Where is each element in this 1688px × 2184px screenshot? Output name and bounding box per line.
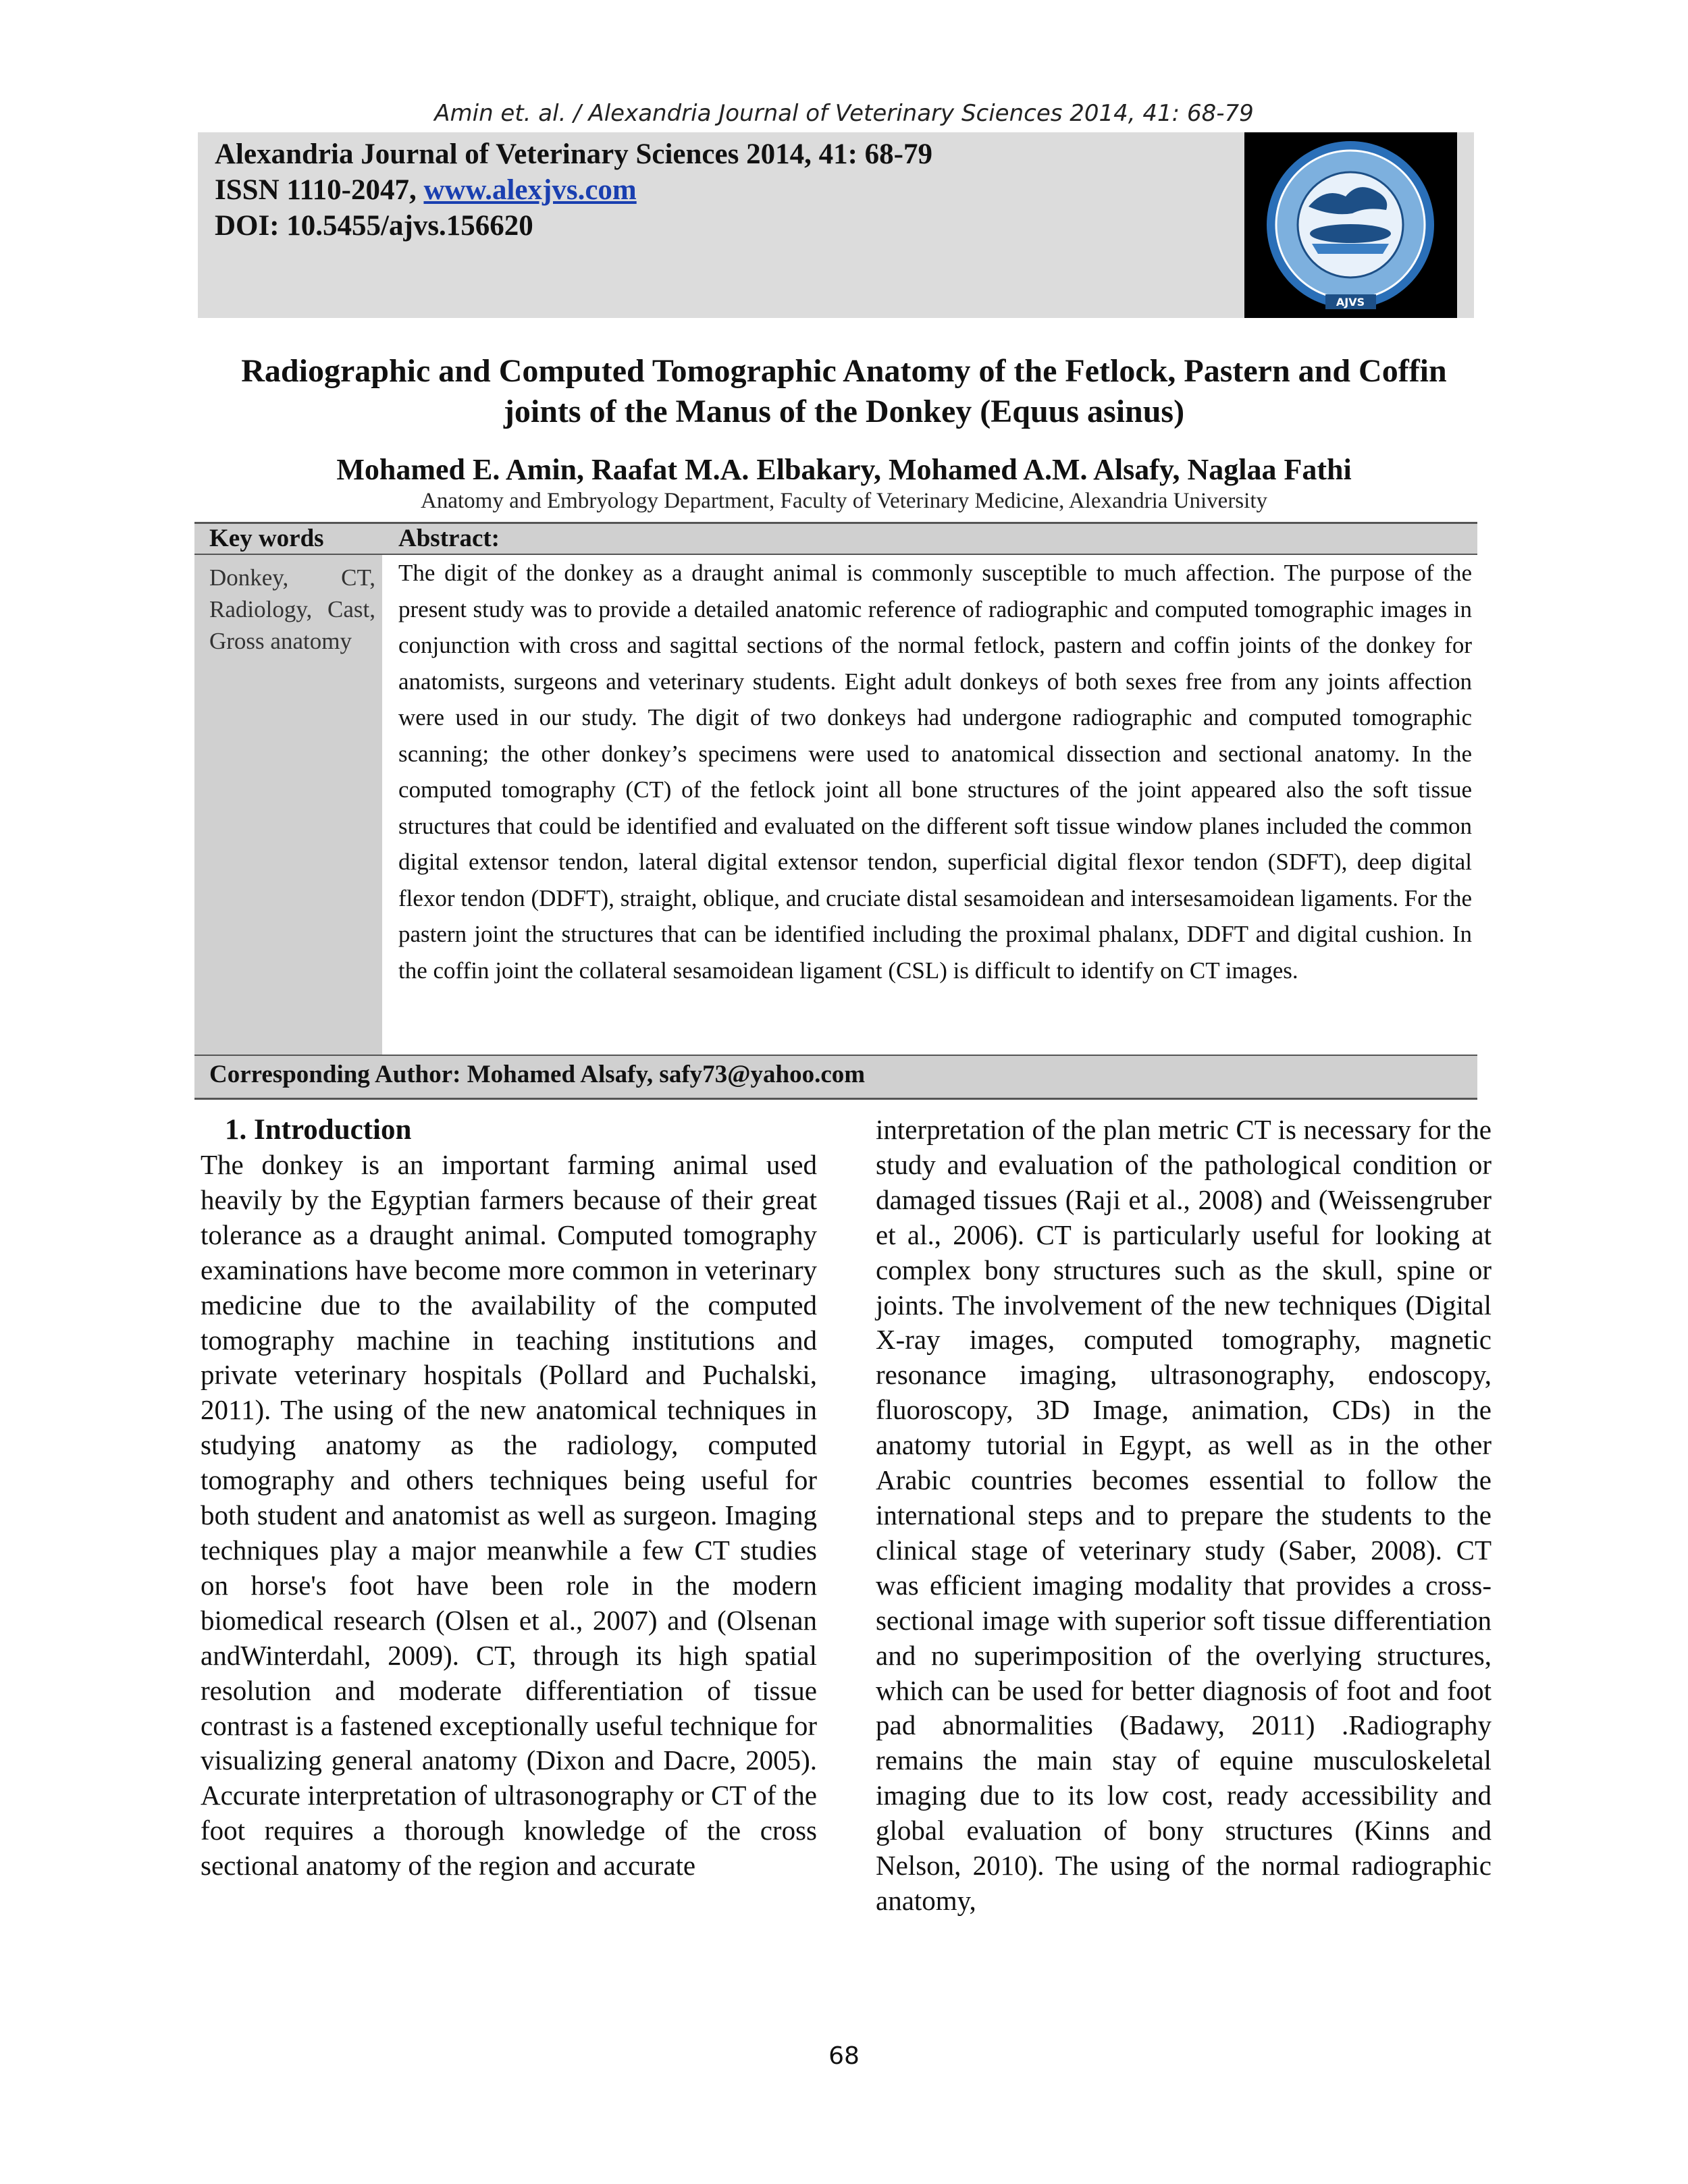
journal-logo bbox=[1244, 132, 1457, 318]
body-column-right bbox=[876, 1113, 1492, 1919]
page-number: 68 bbox=[828, 2042, 860, 2070]
introduction-text-right: interpretation of the plan metric CT is necessary for the study and evaluation of the pathological condition or damaged tissues (Raji et al., 2008) and (Weissengruber et al., 2006). CT is particularly useful for looking at complex bony structures such as the skull, spine or joints. The involvement of the new techniques (Digital X-ray images, computed tomography, magnetic resonance imaging, ultrasonography, endoscopy, fluoroscopy, 3D Image, animation, CDs) in the anatomy tutorial in Egypt, as well as in the other Arabic countries becomes essential to follow the international steps and to prepare the students to the clinical stage of veterinary study (Saber, 2008). CT was efficient imaging modality that provides a cross-sectional image with superior soft tissue differentiation and no superimposition of the overlying structures, which can be used for better diagnosis of foot and foot pad abnormalities (Badawy, 2011) .Radiography remains the main stay of equine musculoskeletal imaging due to its low cost, ready accessibility and global evaluation of bony structures (Kinns and Nelson, 2010). The using of the normal radiographic anatomy, bbox=[876, 1114, 1492, 1916]
abstract-table-header bbox=[194, 522, 1477, 555]
logo-ajvs-text: AJVS bbox=[1336, 296, 1365, 309]
body-column-left bbox=[201, 1113, 817, 1884]
section-heading-introduction: 1. Introduction bbox=[225, 1114, 412, 1146]
journal-seal-icon bbox=[1244, 132, 1457, 318]
abstract-table-body bbox=[194, 555, 1477, 1055]
journal-website-link[interactable]: www.alexjvs.com bbox=[423, 174, 637, 206]
author-list: Mohamed E. Amin, Raafat M.A. Elbakary, Mohamed A.M. Alsafy, Naglaa Fathi bbox=[336, 453, 1352, 486]
keywords-column bbox=[194, 555, 382, 1055]
abstract-table bbox=[194, 522, 1477, 1100]
paper-title: Radiographic and Computed Tomographic Anatomy of the Fetlock, Pastern and Coffin joints of the Manus of the Donkey (Equus asinus) bbox=[241, 353, 1447, 429]
corresponding-author: Corresponding Author: Mohamed Alsafy, safy73@yahoo.com bbox=[209, 1061, 866, 1088]
keywords-text: Donkey, CT, Radiology, Cast, Gross anatomy bbox=[209, 564, 375, 654]
running-head: Amin et. al. / Alexandria Journal of Veterinary Sciences 2014, 41: 68-79 bbox=[434, 100, 1254, 127]
journal-issn bbox=[215, 172, 932, 208]
keywords-label: Key words bbox=[209, 525, 324, 552]
journal-doi: DOI: 10.5455/ajvs.156620 bbox=[215, 210, 533, 242]
introduction-text-left: The donkey is an important farming animal used heavily by the Egyptian farmers because of their great tolerance as a draught animal. Computed tomography examinations have become more common in veterinary medicine due to the availability of the computed tomography machine in teaching institutions and private veterinary hospitals (Pollard and Puchalski, 2011). The using of the new anatomical techniques in studying anatomy as the radiology, computed tomography and others techniques being useful for both student and anatomist as well as surgeon. Imaging techniques play a major meanwhile a few CT studies on horse's foot have been role in the modern biomedical research (Olsen et al., 2007) and (Olsenan andWinterdahl, 2009). CT, through its high spatial resolution and moderate differentiation of tissue contrast is a fastened exceptionally useful technique for visualizing general anatomy (Dixon and Dacre, 2005). Accurate interpretation of ultrasonography or CT of the foot requires a thorough knowledge of the cross sectional anatomy of the region and accurate bbox=[201, 1149, 817, 1882]
abstract-text: The digit of the donkey as a draught animal is commonly susceptible to much affection. The purpose of the present study was to provide a detailed anatomic reference of radiographic and computed tomographic images in conjunction with cross and sagittal sections of the normal fetlock, pastern and coffin joints of the donkey for anatomists, surgeons and veterinary students. Eight adult donkeys of both sexes free from any joints affection were used in our study. The digit of two donkeys had undergone radiographic and computed tomographic scanning; the other donkey’s specimens were used to anatomical dissection and sectional anatomy. In the computed tomography (CT) of the fetlock joint all bone structures of the joint appeared also the soft tissue structures that could be identified and evaluated on the different soft tissue window planes included the common digital extensor tendon, lateral digital extensor tendon, superficial digital flexor tendon (SDFT), deep digital flexor tendon (DDFT), straight, oblique, and cruciate distal sesamoidean and intersesamoidean ligaments. For the pastern joint the structures that can be identified including the proximal phalanx, DDFT and digital cushion. In the coffin joint the collateral sesamoidean ligament (CSL) is difficult to identify on CT images. bbox=[398, 560, 1472, 984]
journal-info bbox=[215, 136, 932, 244]
journal-header-box bbox=[198, 132, 1474, 318]
abstract-label: Abstract: bbox=[398, 525, 500, 552]
affiliation: Anatomy and Embryology Department, Faculty of Veterinary Medicine, Alexandria University bbox=[421, 489, 1267, 513]
journal-citation: Alexandria Journal of Veterinary Sciences 2014, 41: 68-79 bbox=[215, 138, 932, 170]
issn-label: ISSN 1110-2047, bbox=[215, 174, 424, 206]
corresponding-author-bar bbox=[194, 1055, 1477, 1100]
